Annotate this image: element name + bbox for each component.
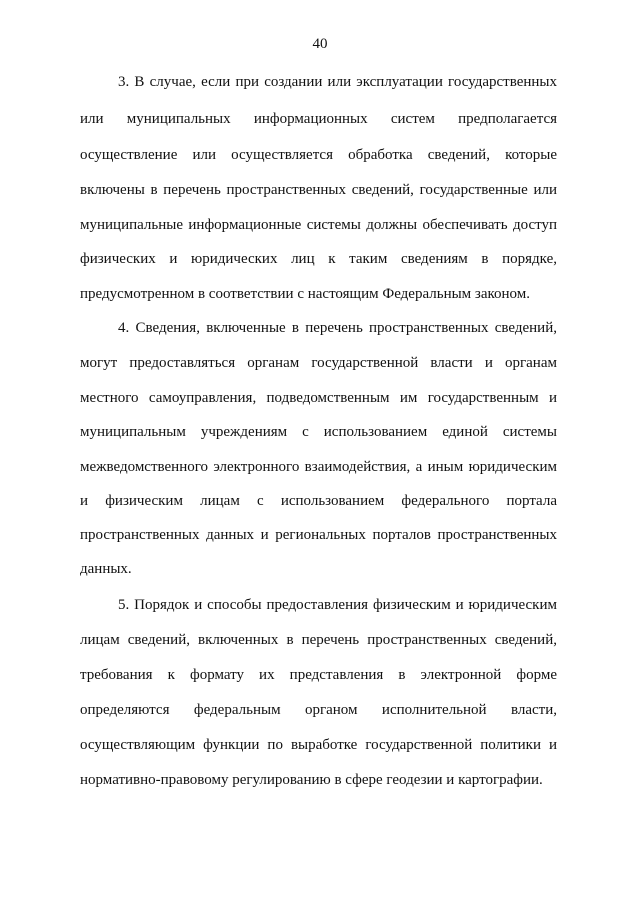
paragraph-4-line-1: 4. Сведения, включенные в перечень пространственных сведений,	[118, 320, 557, 336]
paragraph-3-line-1: 3. В случае, если при создании или эксплуатации государственных	[118, 74, 557, 90]
paragraph-4-line-8: данных.	[80, 561, 132, 577]
paragraph-5-line-1: 5. Порядок и способы предоставления физическим и юридическим	[118, 597, 557, 613]
paragraph-3-line-2: или муниципальных информационных систем предполагается	[80, 111, 557, 127]
paragraph-4-line-3: местного самоуправления, подведомственным им государственным и	[80, 390, 557, 406]
paragraph-5-line-2: лицам сведений, включенных в перечень пространственных сведений,	[80, 632, 557, 648]
paragraph-4-line-5: межведомственного электронного взаимодействия, а иным юридическим	[80, 459, 557, 475]
paragraph-3-line-4: включены в перечень пространственных сведений, государственные или	[80, 182, 557, 198]
paragraph-3-line-5: муниципальные информационные системы должны обеспечивать доступ	[80, 217, 557, 233]
paragraph-4-line-2: могут предоставляться органам государственной власти и органам	[80, 355, 557, 371]
paragraph-3-line-6: физических и юридических лиц к таким сведениям в порядке,	[80, 251, 557, 267]
paragraph-5-line-4: определяются федеральным органом исполнительной власти,	[80, 702, 557, 718]
paragraph-4-line-6: и физическим лицам с использованием федерального портала	[80, 493, 557, 509]
paragraph-3-line-7: предусмотренном в соответствии с настоящим Федеральным законом.	[80, 286, 531, 302]
paragraph-5-line-3: требования к формату их представления в электронной форме	[80, 667, 557, 683]
paragraph-5-line-6: нормативно-правовому регулированию в сфере геодезии и картографии.	[80, 772, 543, 788]
paragraph-4-line-7: пространственных данных и региональных порталов пространственных	[80, 527, 557, 543]
paragraph-5-line-5: осуществляющим функции по выработке государственной политики и	[80, 737, 557, 753]
paragraph-3-line-3: осуществление или осуществляется обработка сведений, которые	[80, 147, 557, 163]
paragraph-4-line-4: муниципальным учреждениям с использованием единой системы	[80, 424, 557, 440]
page-number: 40	[312, 36, 328, 52]
